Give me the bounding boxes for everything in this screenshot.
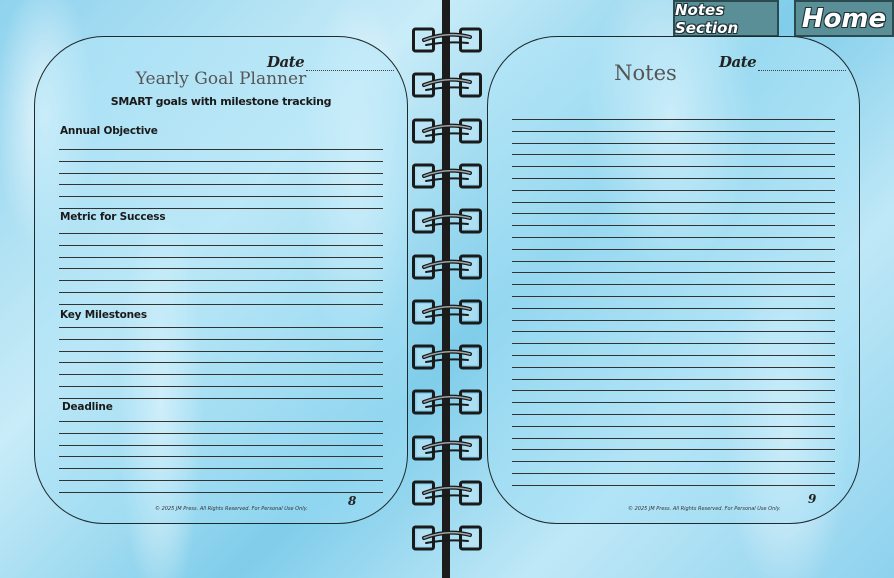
writing-line xyxy=(512,320,835,321)
writing-line xyxy=(512,237,835,238)
writing-line xyxy=(512,343,835,344)
writing-line xyxy=(512,154,835,155)
date-label: Date xyxy=(267,53,305,71)
writing-line xyxy=(512,426,835,427)
spiral-ring xyxy=(412,389,482,417)
writing-line xyxy=(512,473,835,474)
writing-line xyxy=(512,213,835,214)
writing-line xyxy=(512,190,835,191)
section-label-milestones: Key Milestones xyxy=(60,309,147,321)
section-label-metric: Metric for Success xyxy=(60,211,166,223)
writing-line xyxy=(512,414,835,415)
writing-line xyxy=(59,374,383,375)
writing-line xyxy=(59,468,383,469)
spiral-ring xyxy=(412,525,482,553)
writing-line xyxy=(512,119,835,120)
writing-line xyxy=(512,284,835,285)
writing-line xyxy=(59,339,383,340)
writing-line xyxy=(59,268,383,269)
writing-line xyxy=(512,379,835,380)
metric-lines[interactable] xyxy=(59,233,383,305)
writing-line xyxy=(59,257,383,258)
writing-line xyxy=(59,233,383,234)
writing-line xyxy=(512,261,835,262)
spiral-ring xyxy=(412,118,482,146)
writing-line xyxy=(512,438,835,439)
writing-line xyxy=(512,272,835,273)
writing-line xyxy=(512,143,835,144)
left-page xyxy=(34,36,408,524)
copyright-footer: © 2025 JM Press. All Rights Reserved. For Personal Use Only. xyxy=(155,506,308,512)
page-title: Yearly Goal Planner xyxy=(135,69,307,89)
section-label-annual-objective: Annual Objective xyxy=(60,125,158,137)
writing-line xyxy=(59,456,383,457)
deadline-lines[interactable] xyxy=(59,421,383,493)
writing-line xyxy=(59,433,383,434)
writing-line xyxy=(59,421,383,422)
writing-line xyxy=(512,249,835,250)
spiral-ring xyxy=(412,27,482,55)
notes-lines[interactable] xyxy=(512,119,835,491)
spiral-ring xyxy=(412,163,482,191)
writing-line xyxy=(512,166,835,167)
writing-line xyxy=(512,308,835,309)
spiral-ring xyxy=(412,208,482,236)
writing-line xyxy=(512,131,835,132)
notes-section-tab[interactable]: Notes Section xyxy=(673,0,779,37)
right-page xyxy=(487,36,860,524)
writing-line xyxy=(512,178,835,179)
date-label: Date xyxy=(719,53,757,71)
spiral-ring xyxy=(412,299,482,327)
writing-line xyxy=(59,304,383,305)
spiral-ring xyxy=(412,480,482,508)
page-title: Notes xyxy=(614,61,677,85)
writing-line xyxy=(512,331,835,332)
writing-line xyxy=(59,280,383,281)
writing-line xyxy=(59,492,383,493)
writing-line xyxy=(59,184,383,185)
writing-line xyxy=(59,149,383,150)
copyright-footer: © 2025 JM Press. All Rights Reserved. For Personal Use Only. xyxy=(628,506,781,512)
spiral-ring xyxy=(412,254,482,282)
writing-line xyxy=(59,292,383,293)
page-subtitle: SMART goals with milestone tracking xyxy=(110,95,332,108)
writing-line xyxy=(59,196,383,197)
writing-line xyxy=(512,390,835,391)
writing-line xyxy=(512,225,835,226)
writing-line xyxy=(512,202,835,203)
writing-line xyxy=(59,208,383,209)
page-number: 8 xyxy=(348,494,357,508)
home-tab[interactable]: Home xyxy=(794,0,894,37)
writing-line xyxy=(512,296,835,297)
writing-line xyxy=(59,161,383,162)
writing-line xyxy=(512,402,835,403)
writing-line xyxy=(59,173,383,174)
spiral-ring xyxy=(412,435,482,463)
writing-line xyxy=(59,398,383,399)
writing-line xyxy=(512,461,835,462)
section-label-deadline: Deadline xyxy=(62,401,113,413)
writing-line xyxy=(59,386,383,387)
writing-line xyxy=(59,245,383,246)
spiral-ring xyxy=(412,344,482,372)
writing-line xyxy=(512,355,835,356)
annual-objective-lines[interactable] xyxy=(59,149,383,209)
writing-line xyxy=(59,480,383,481)
writing-line xyxy=(59,362,383,363)
page-number: 9 xyxy=(808,492,817,506)
writing-line xyxy=(512,485,835,486)
spiral-ring xyxy=(412,72,482,100)
milestones-lines[interactable] xyxy=(59,327,383,399)
writing-line xyxy=(59,445,383,446)
writing-line xyxy=(512,449,835,450)
writing-line xyxy=(512,367,835,368)
writing-line xyxy=(59,327,383,328)
writing-line xyxy=(59,351,383,352)
